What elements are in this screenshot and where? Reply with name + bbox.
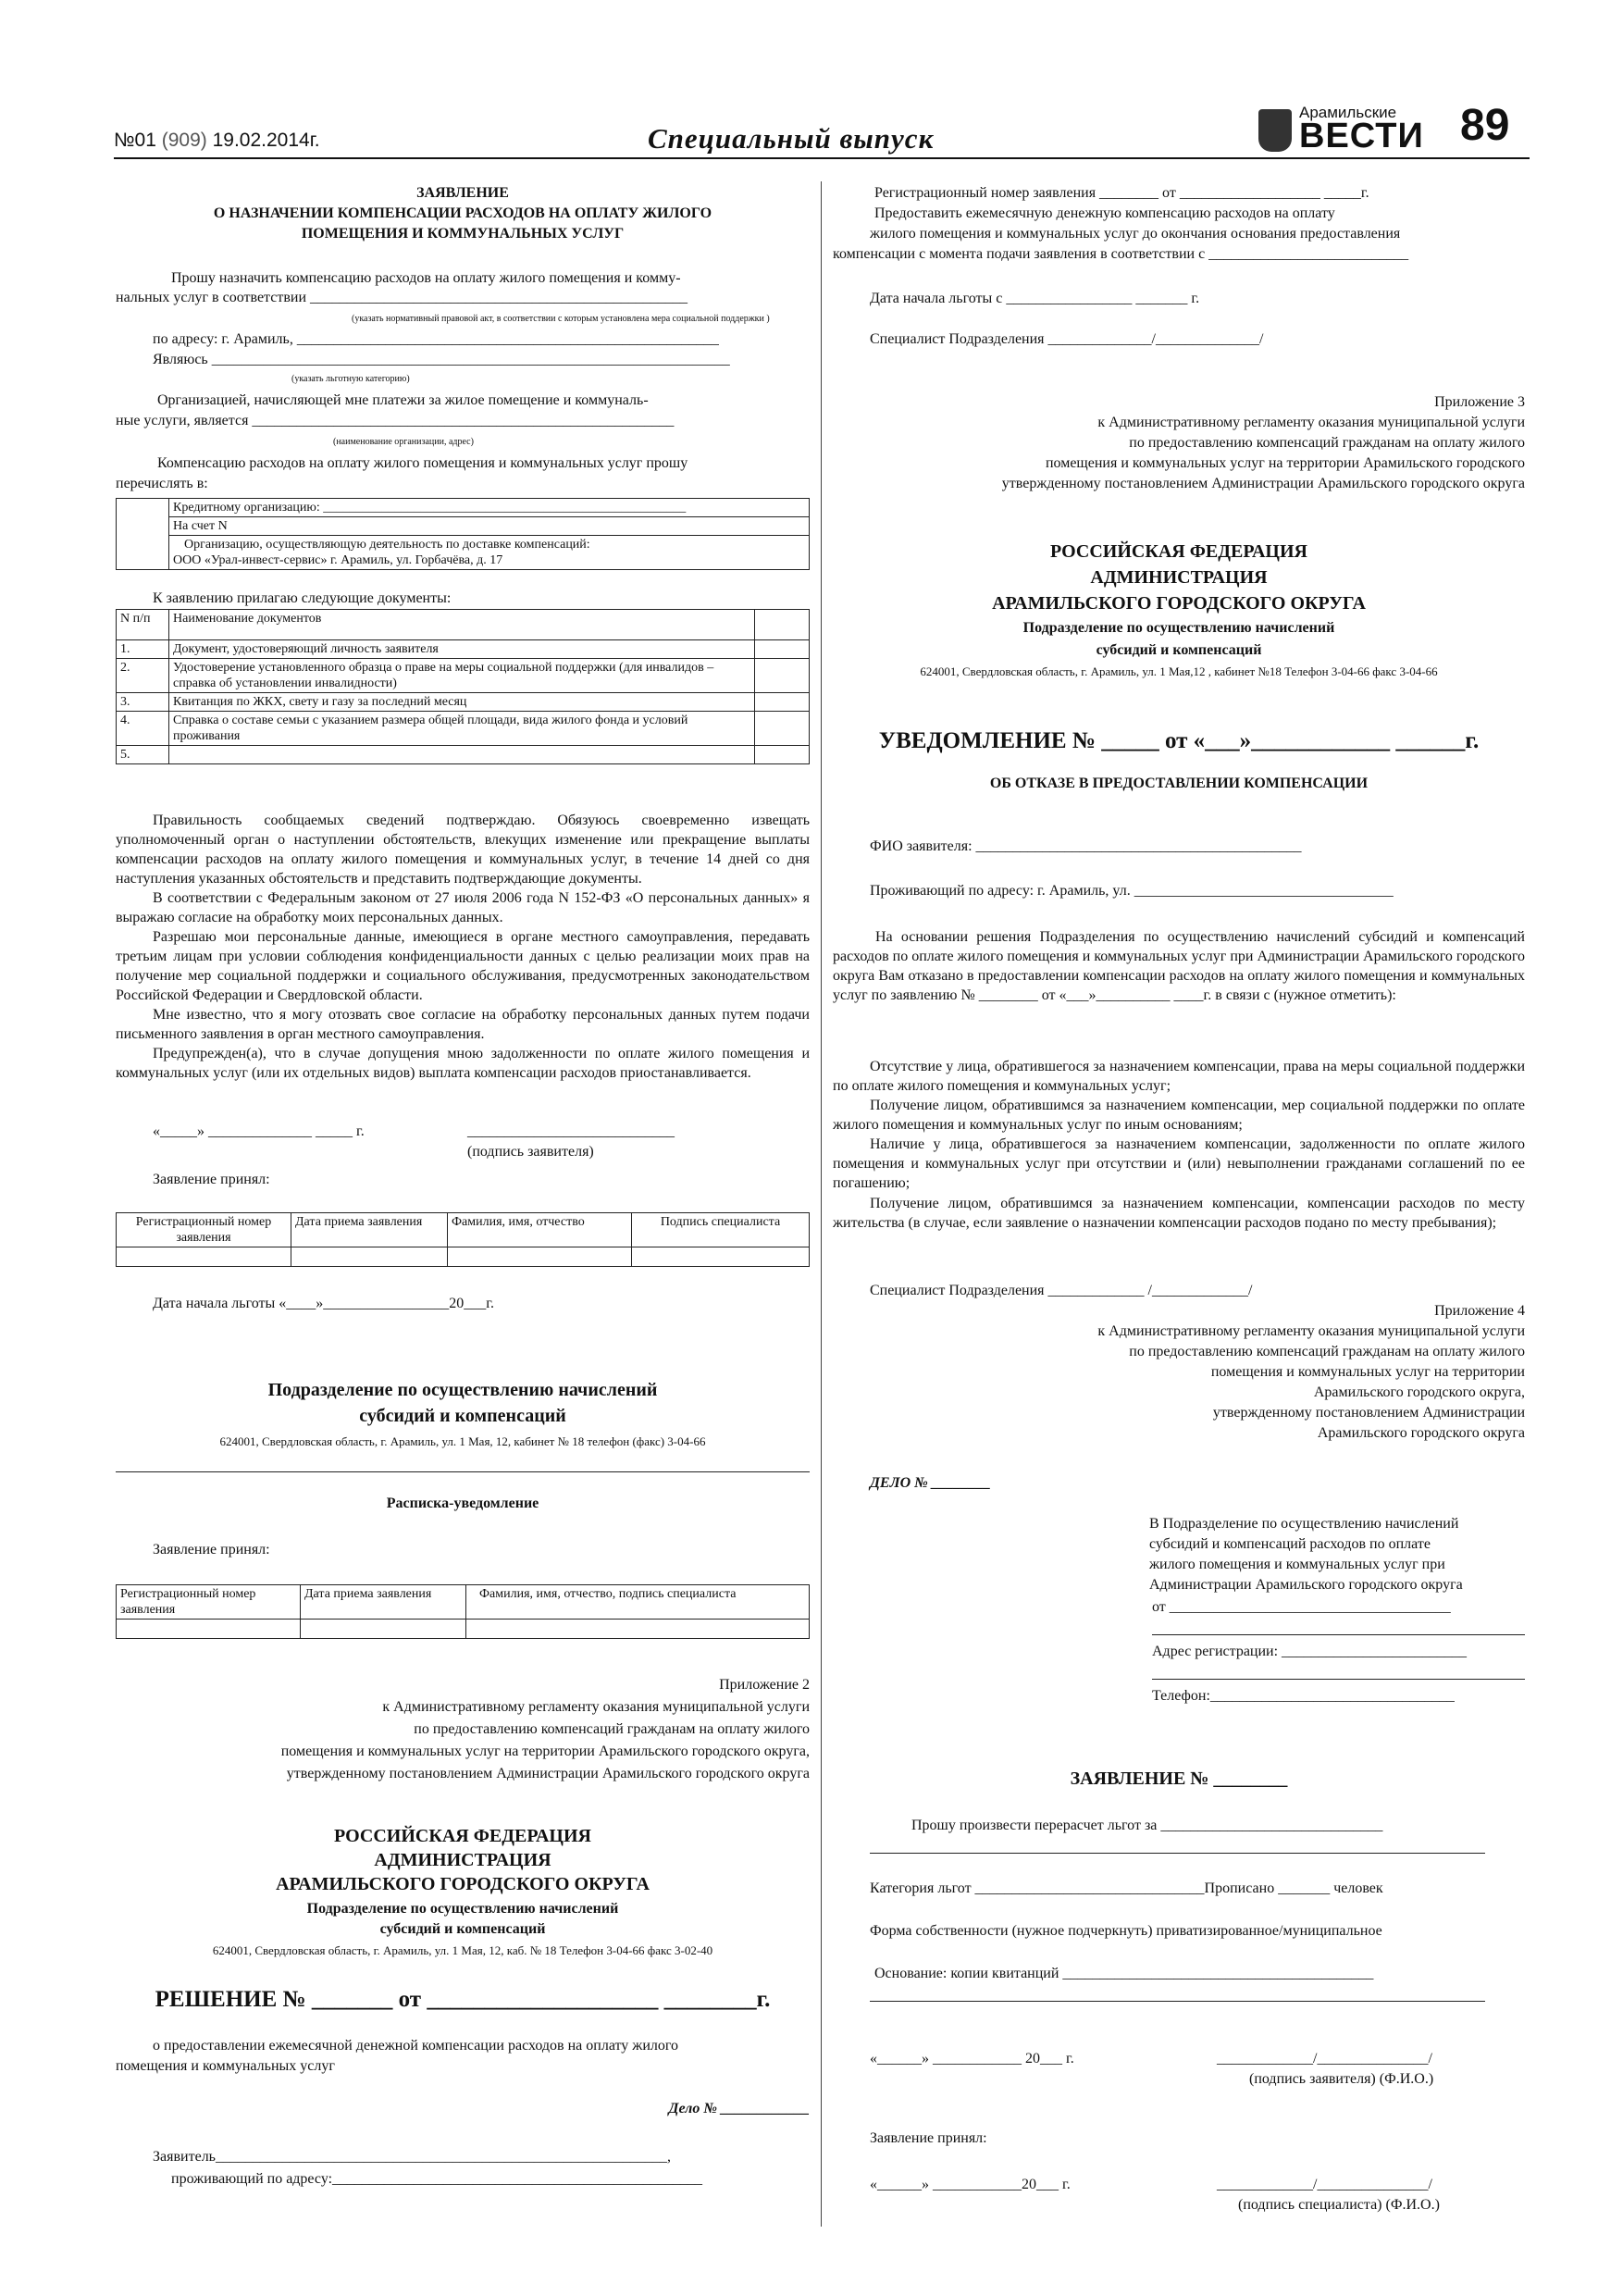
recalc-line: Прошу произвести перерасчет льгот за ______________________________ bbox=[911, 1818, 1383, 1833]
compensation-line-1: Компенсацию расходов на оплату жилого помещения и коммунальных услуг прошу bbox=[157, 455, 688, 471]
to-line-1: В Подразделение по осуществлению начислений bbox=[1149, 1516, 1459, 1532]
signature-caption-right-2: (подпись специалиста) (Ф.И.О.) bbox=[1238, 2197, 1440, 2213]
appendix2-line-4: помещения и коммунальных услуг на территории Арамильского городского округа, bbox=[280, 1744, 810, 1759]
bank-delivery-org: Организацию, осуществляющую деятельность по доставке компенсаций: bbox=[184, 538, 590, 552]
benefit-start-right: Дата начала льготы с _________________ _______ г. bbox=[870, 291, 1200, 306]
blank-line bbox=[1152, 1634, 1525, 1635]
case-number-right: ДЕЛО № ________ bbox=[870, 1475, 991, 1491]
ownership-line: Форма собственности (нужное подчеркнуть) приватизированное/муниципальное bbox=[870, 1923, 1382, 1939]
applicant-line: Заявитель_____________________________________________________________, bbox=[153, 2149, 671, 2165]
subdivision-address-right: 624001, Свердловская область, г. Арамиль, ул. 1 Мая,12 , кабинет №18 Телефон 3-04-66 факс 3-04-66 bbox=[920, 664, 1438, 678]
hint-legal-act: (указать нормативный правовой акт, в соответствии с которым установлена мера социальной поддержки ) bbox=[352, 314, 770, 324]
provide-line-1: Предоставить ежемесячную денежную компенсацию расходов на оплату bbox=[874, 205, 1335, 221]
signature-caption: (подпись заявителя) bbox=[467, 1144, 594, 1160]
decision-text-1: о предоставлении ежемесячной денежной компенсации расходов на оплату жилого bbox=[153, 2038, 679, 2054]
table-row bbox=[117, 536, 810, 570]
applicant-fio-line: ФИО заявителя: ____________________________________________ bbox=[870, 838, 1302, 854]
subdivision-title-1: Подразделение по осуществлению начислений bbox=[306, 1901, 619, 1917]
basis-paragraph: На основании решения Подразделения по осуществлению начислений субсидий и компенсаций расходов по оплате жилого помещения и коммунальных услуг при Администрации Арамильского городского округа Вам отказано в предоставлении компенсации расходов на оплату жилого помещения и коммунальных услуг по заявлению № ________ от «___»__________ ____г. в связи с (нужное отметить): bbox=[833, 929, 1525, 1003]
hint-category: (указать льготную категорию) bbox=[291, 374, 410, 384]
basis-line: Основание: копии квитанций __________________________________________ bbox=[874, 1966, 1374, 1981]
signature-line: ____________________________ bbox=[467, 1123, 675, 1139]
appendix2-line-5: утвержденному постановлением Администрации Арамильского городского округа bbox=[286, 1766, 810, 1781]
reg-number-line: Регистрационный номер заявления ________ от ___________________ _____г. bbox=[874, 185, 1369, 201]
compensation-line-2: перечислять в: bbox=[116, 476, 208, 491]
newspaper-logo bbox=[1258, 104, 1424, 155]
issue-date: 19.02.2014г. bbox=[212, 130, 320, 151]
department-title-2: субсидий и компенсаций bbox=[359, 1406, 566, 1426]
appendix3-line-5: утвержденному постановлением Администрации Арамильского городского округа bbox=[1001, 476, 1525, 491]
application-number-title: ЗАЯВЛЕНИЕ № ________ bbox=[1070, 1769, 1288, 1789]
documents-intro: К заявлению прилагаю следующие документы: bbox=[153, 590, 452, 606]
notice-title: УВЕДОМЛЕНИЕ № _____ от «___»____________ ______г. bbox=[878, 728, 1480, 753]
logo-top-text: Арамильские bbox=[1299, 104, 1397, 121]
district-title: АРАМИЛЬСКОГО ГОРОДСКОГО ОКРУГА bbox=[276, 1874, 650, 1894]
warning-paragraph: Предупрежден(а), что в случае допущения мною задолженности по оплате жилого помещения и коммунальных услуг (или их отдельных видов) выплата компенсации расходов приостанавливается. bbox=[116, 1046, 810, 1081]
subdivision-address: 624001, Свердловская область, г. Арамиль, ул. 1 Мая, 12, каб. № 18 Телефон 3-04-66 факс 3-02-40 bbox=[212, 1943, 713, 1957]
appendix4-line-1: Приложение 4 bbox=[1434, 1303, 1525, 1319]
table-row bbox=[117, 1620, 810, 1639]
decision-title: РЕШЕНИЕ № _______ от ____________________ ________г. bbox=[155, 1987, 771, 2012]
refusal-title: ОБ ОТКАЗЕ В ПРЕДОСТАВЛЕНИИ КОМПЕНСАЦИИ bbox=[989, 776, 1369, 791]
department-address: 624001, Свердловская область, г. Арамиль, ул. 1 Мая, 12, кабинет № 18 телефон (факс) 3-04-66 bbox=[219, 1434, 706, 1448]
table-header: Регистрационный номер заявления Дата приема заявления Фамилия, имя, отчество, подпись специалиста bbox=[117, 1585, 810, 1620]
appendix3-line-1: Приложение 3 bbox=[1434, 394, 1525, 410]
bank-account: На счет N bbox=[169, 517, 810, 536]
subdivision-right-1: Подразделение по осуществлению начислений bbox=[1022, 620, 1335, 636]
bank-table bbox=[116, 498, 810, 570]
subdivision-right-2: субсидий и компенсаций bbox=[1096, 642, 1262, 658]
appendix4-line-7: Арамильского городского округа bbox=[1317, 1425, 1525, 1441]
appendix4-line-3: по предоставлению компенсаций гражданам на оплату жилого bbox=[1129, 1344, 1525, 1359]
table-row: 4. Справка о составе семьи с указанием размера общей площади, вида жилого фонда и условий проживания bbox=[117, 712, 810, 746]
request-line-2: нальных услуг в соответствии ___________________________________________________ bbox=[116, 290, 688, 305]
to-line-4: Администрации Арамильского городского округа bbox=[1149, 1577, 1463, 1593]
table-row bbox=[117, 517, 810, 536]
appendix4-line-2: к Административному регламенту оказания муниципальной услуги bbox=[1097, 1323, 1525, 1339]
from-line: от ______________________________________ bbox=[1152, 1599, 1451, 1615]
reason-2: Получение лицом, обратившимся за назначением компенсации, мер социальной поддержки по оплате жилого помещения и коммунальных услуг по иным основаниям; bbox=[833, 1098, 1525, 1133]
accepted-label: Заявление принял: bbox=[153, 1172, 270, 1187]
documents-table bbox=[116, 609, 810, 764]
signature-caption-right-1: (подпись заявителя) (Ф.И.О.) bbox=[1249, 2071, 1434, 2087]
law-paragraph: В соответствии с Федеральным законом от 27 июля 2006 года N 152-ФЗ «О персональных данных» я выражаю согласие на обработку моих персональных данных. bbox=[116, 890, 810, 925]
application-subtitle-2: ПОМЕЩЕНИЯ И КОММУНАЛЬНЫХ УСЛУГ bbox=[301, 226, 625, 242]
reason-3: Наличие у лица, обратившегося за назначением компенсации, задолженности по оплате жилого помещения и коммунальных услуг при отсутствии и (или) невыполнении гражданами соглашений по ее погашению; bbox=[833, 1136, 1525, 1191]
bank-delivery-org-name: ООО «Урал-инвест-сервис» г. Арамиль, ул. Горбачёва, д. 17 bbox=[173, 553, 503, 567]
table-row: 5. bbox=[117, 746, 810, 764]
reason-4: Получение лицом, обратившимся за назначением компенсации, компенсации расходов по месту жительства (в случае, если заявление о назначении компенсации расходов подано по месту пребывания); bbox=[833, 1196, 1525, 1231]
rf-title-right: РОССИЙСКАЯ ФЕДЕРАЦИЯ bbox=[1049, 541, 1307, 562]
signature-line-right-1: _____________/_______________/ bbox=[1217, 2051, 1432, 2066]
registration-address-line: Адрес регистрации: _________________________ bbox=[1152, 1644, 1468, 1659]
header-rule bbox=[114, 157, 1530, 159]
residing-line: проживающий по адресу:__________________________________________________ bbox=[171, 2171, 703, 2187]
organization-line-1: Организацией, начисляющей мне платежи за жилое помещение и коммуналь- bbox=[157, 392, 649, 408]
appendix4-line-5: Арамильского городского округа, bbox=[1313, 1384, 1525, 1400]
appendix2-line-1: Приложение 2 bbox=[719, 1677, 810, 1693]
page-number: 89 bbox=[1460, 101, 1510, 150]
phone-line: Телефон:_________________________________ bbox=[1152, 1688, 1455, 1704]
benefit-start-line: Дата начала льготы «____»_________________20___г. bbox=[153, 1296, 495, 1311]
reason-1: Отсутствие у лица, обратившегося за назначением компенсации, права на меры социальной поддержки по оплате жилого помещения и коммунальных услуг; bbox=[833, 1059, 1525, 1094]
date-line-right-2: «______» ____________20___ г. bbox=[870, 2177, 1071, 2192]
application-subtitle-1: О НАЗНАЧЕНИИ КОМПЕНСАЦИИ РАСХОДОВ НА ОПЛАТУ ЖИЛОГО bbox=[213, 205, 712, 221]
request-line-1: Прошу назначить компенсацию расходов на оплату жилого помещения и комму- bbox=[171, 270, 681, 286]
blank-line bbox=[1152, 1679, 1525, 1680]
date-line: «_____» ______________ _____ г. bbox=[153, 1123, 365, 1139]
table-header: Регистрационный номер заявления Дата приема заявления Фамилия, имя, отчество Подпись специалиста bbox=[117, 1213, 810, 1247]
confirmation-paragraph: Правильность сообщаемых сведений подтверждаю. Обязуюсь своевременно извещать уполномоченный орган о наступлении обстоятельств, влекущих изменение или прекращение выплаты компенсации расходов на оплату жилого помещения и коммунальных услуг, в течение 14 дней со дня наступления указанных обстоятельств и представить подтверждающие документы. bbox=[116, 813, 810, 887]
column-divider bbox=[821, 181, 822, 2227]
signature-line-right-2: _____________/_______________/ bbox=[1217, 2177, 1432, 2192]
accepted-label-right: Заявление принял: bbox=[870, 2130, 987, 2146]
table-row: 1. Документ, удостоверяющий личность заявителя bbox=[117, 640, 810, 659]
table-row bbox=[117, 499, 810, 517]
section-title: Специальный выпуск bbox=[648, 122, 935, 155]
admin-title: АДМИНИСТРАЦИЯ bbox=[374, 1850, 551, 1870]
appendix3-line-3: по предоставлению компенсаций гражданам на оплату жилого bbox=[1129, 435, 1525, 451]
decision-text-2: помещения и коммунальных услуг bbox=[116, 2058, 335, 2074]
issue-total-number: (909) bbox=[161, 130, 207, 151]
blank-line bbox=[870, 1853, 1485, 1854]
specialist-line-2: Специалист Подразделения _____________ /_____________/ bbox=[870, 1283, 1253, 1298]
registration-table bbox=[116, 1212, 810, 1267]
appendix2-line-3: по предоставлению компенсаций гражданам на оплату жилого bbox=[414, 1721, 810, 1737]
to-line-2: субсидий и компенсаций расходов по оплате bbox=[1149, 1536, 1431, 1552]
date-line-right-1: «______» ____________ 20___ г. bbox=[870, 2051, 1074, 2066]
appendix2-line-2: к Административному регламенту оказания муниципальной услуги bbox=[382, 1699, 810, 1715]
blank-line bbox=[870, 2001, 1485, 2002]
appendix3-line-4: помещения и коммунальных услуг на территории Арамильского городского bbox=[1045, 455, 1525, 471]
case-number: Дело № ____________ bbox=[668, 2101, 810, 2116]
table-row bbox=[117, 1247, 810, 1267]
issue-number: №01 bbox=[114, 130, 156, 151]
table-header: N п/п Наименование документов bbox=[117, 610, 810, 640]
subdivision-title-2: субсидий и компенсаций bbox=[379, 1921, 546, 1937]
appendix3-line-2: к Административному регламенту оказания муниципальной услуги bbox=[1097, 415, 1525, 430]
appendix4-line-6: утвержденному постановлением Администрации bbox=[1212, 1405, 1525, 1421]
address-line: по адресу: г. Арамиль, _________________________________________________________ bbox=[153, 331, 719, 347]
application-title: ЗАЯВЛЕНИЕ bbox=[416, 185, 509, 201]
district-title-right: АРАМИЛЬСКОГО ГОРОДСКОГО ОКРУГА bbox=[992, 593, 1366, 614]
admin-title-right: АДМИНИСТРАЦИЯ bbox=[1090, 567, 1268, 588]
provide-line-2: жилого помещения и коммунальных услуг до окончания основания предоставления bbox=[870, 226, 1401, 242]
category-line-right: Категория льгот _______________________________Прописано _______ человек bbox=[870, 1880, 1383, 1896]
category-line: Являюсь ______________________________________________________________________ bbox=[153, 352, 730, 367]
accepted-label-2: Заявление принял: bbox=[153, 1542, 270, 1558]
rf-title: РОССИЙСКАЯ ФЕДЕРАЦИЯ bbox=[333, 1826, 591, 1846]
department-title-1: Подразделение по осуществлению начислений bbox=[267, 1380, 658, 1400]
separator-line bbox=[116, 1471, 810, 1472]
logo-main-text: ВЕСТИ bbox=[1299, 117, 1424, 155]
issue-info bbox=[114, 130, 320, 152]
living-address-line: Проживающий по адресу: г. Арамиль, ул. ___________________________________ bbox=[870, 883, 1394, 899]
revoke-paragraph: Мне известно, что я могу отозвать свое согласие на обработку персональных данных путем подачи письменного заявления в орган местного самоуправления. bbox=[116, 1007, 810, 1042]
coat-of-arms-icon bbox=[1258, 109, 1292, 152]
specialist-line: Специалист Подразделения ______________/______________/ bbox=[870, 331, 1264, 347]
to-line-3: жилого помещения и коммунальных услуг при bbox=[1149, 1557, 1445, 1572]
receipt-title: Расписка-уведомление bbox=[386, 1496, 539, 1511]
organization-line-2: ные услуги, является _________________________________________________________ bbox=[116, 413, 675, 428]
table-row: 2. Удостоверение установленного образца о праве на меры социальной поддержки (для инвалидов – справка об установлении инвалидности) bbox=[117, 659, 810, 693]
receipt-table bbox=[116, 1584, 810, 1639]
hint-organization: (наименование организации, адрес) bbox=[333, 437, 474, 447]
bank-credit-org: Кредитному организацию: ________________________________________________________ bbox=[169, 499, 810, 517]
appendix4-line-4: помещения и коммунальных услуг на территории bbox=[1210, 1364, 1525, 1380]
table-row: 3. Квитанция по ЖКХ, свету и газу за последний месяц bbox=[117, 693, 810, 712]
permission-paragraph: Разрешаю мои персональные данные, имеющиеся в органе местного самоуправления, передавать третьим лицам при условии соблюдения конфиденциальности данных с целью реализации моих прав на получение мер социальной поддержки и социального обслуживания, предусмотренных законодательством Российской Федерации и Свердловской области. bbox=[116, 929, 810, 1003]
provide-line-3: компенсации с момента подачи заявления в соответствии с ___________________________ bbox=[833, 246, 1409, 262]
